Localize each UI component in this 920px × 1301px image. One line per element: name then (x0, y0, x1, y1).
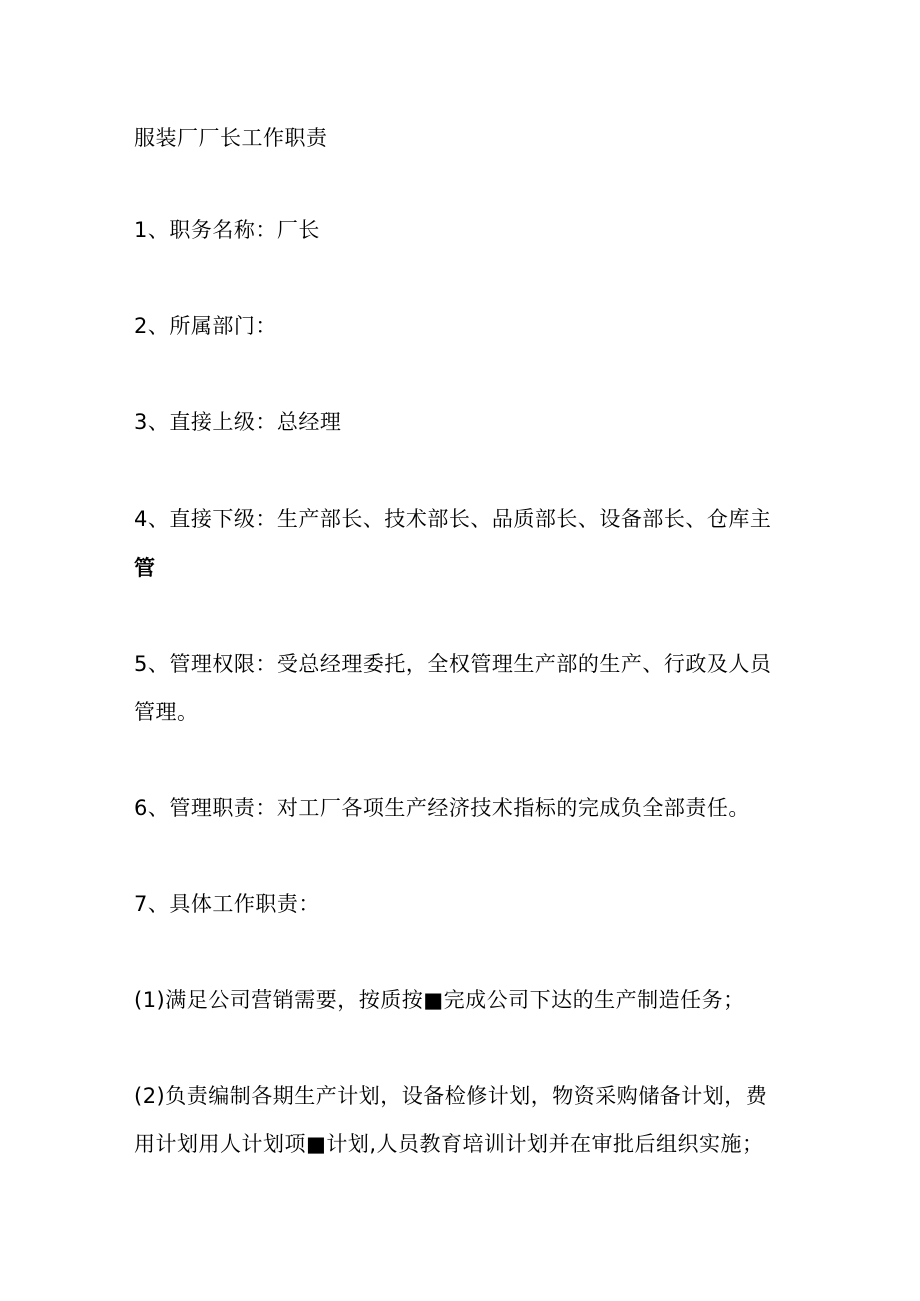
line-department: 2、所属部门： (134, 314, 277, 338)
document-title: 服装厂厂长工作职责 (134, 126, 328, 150)
line-direct-subordinates-cont: 管 (134, 556, 156, 580)
line-position-name: 1、职务名称：厂长 (134, 218, 320, 242)
line-responsibility: 6、管理职责：对工厂各项生产经济技术指标的完成负全部责任。 (134, 796, 750, 820)
line-direct-subordinates: 4、直接下级：生产部长、技术部长、品质部长、设备部长、仓库主 (134, 507, 772, 531)
line-duty-2: (2)负责编制各期生产计划，设备检修计划，物资采购储备计划，费 (134, 1084, 768, 1108)
line-specific-duties: 7、具体工作职责： (134, 892, 320, 916)
line-authority: 5、管理权限：受总经理委托，全权管理生产部的生产、行政及人员 (134, 652, 772, 676)
line-duty-1: (1)满足公司营销需要，按质按■完成公司下达的生产制造任务； (134, 988, 745, 1012)
line-direct-superior: 3、直接上级：总经理 (134, 410, 342, 434)
line-authority-cont: 管理。 (134, 700, 199, 724)
line-duty-2-cont: 用计划用人计划项■计划,人员教育培训计划并在审批后组织实施； (134, 1132, 764, 1156)
